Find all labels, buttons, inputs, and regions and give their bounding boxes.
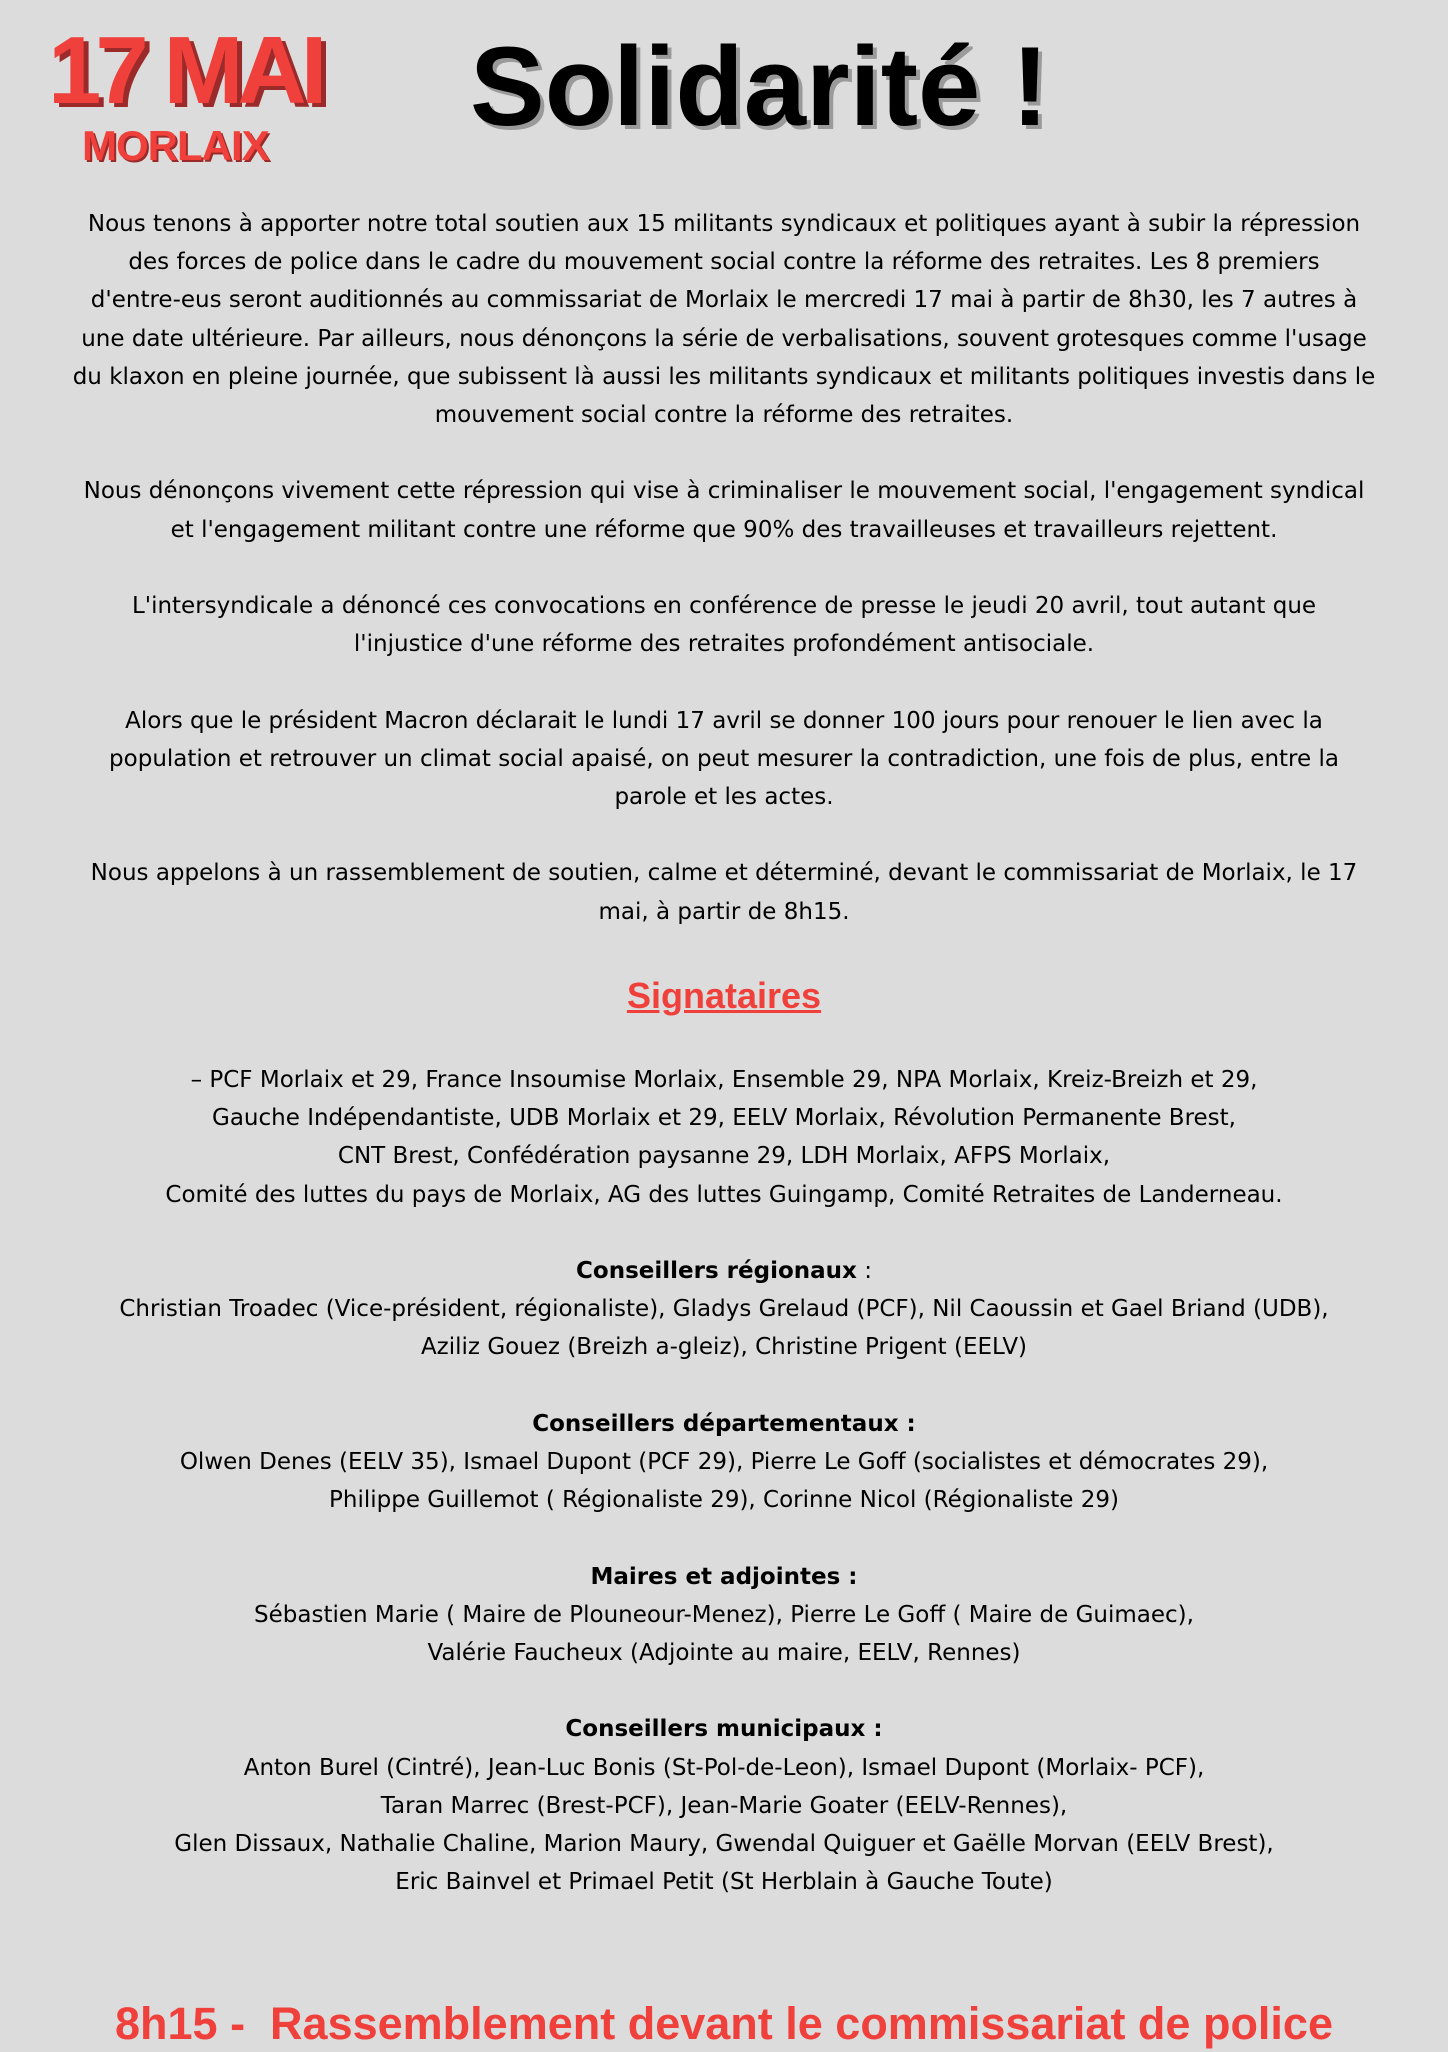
group-heading: Maires et adjointes : bbox=[590, 1563, 858, 1590]
group-mayors bbox=[34, 1558, 1414, 1673]
group-heading: Conseillers départementaux : bbox=[532, 1410, 916, 1437]
group-names: Sébastien Marie ( Maire de Plouneour-Menez), Pierre Le Goff ( Maire de Guimaec), Valérie Faucheux (Adjointe au maire, EELV, Rennes) bbox=[254, 1601, 1194, 1666]
paragraph-call-to-gather: Nous appelons à un rassemblement de soutien, calme et déterminé, devant le commissariat de Morlaix, le 17 mai, à partir de 8h15. bbox=[90, 860, 1358, 925]
group-names: Christian Troadec (Vice-président, régionaliste), Gladys Grelaud (PCF), Nil Caoussin et Gael Briand (UDB), Aziliz Gouez (Breizh a-gleiz), Christine Prigent (EELV) bbox=[119, 1296, 1329, 1361]
paragraph-repression: Nous tenons à apporter notre total soutien aux 15 militants syndicaux et politiques ayant à subir la répression des forces de police dans le cadre du mouvement social contre la réforme des retraites. Les 8 premiers d'entre-eus seront auditionnés au commissariat de Morlaix le mercredi 17 mai à partir de 8h30, les 7 autres à une date ultérieure. Par ailleurs, nous dénonçons la série de verbalisations, souvent grotesques comme l'usage du klaxon en pleine journée, que subissent là aussi les militants syndicaux et militants politiques investis dans le mouvement social contre la réforme des retraites. bbox=[72, 211, 1376, 429]
group-heading: Conseillers régionaux bbox=[576, 1258, 857, 1284]
paragraph-macron: Alors que le président Macron déclarait le lundi 17 avril se donner 100 jours pour renouer le lien avec la population et retrouver un climat social apaisé, on peut mesurer la contradiction, une fois de plus, entre la parole et les actes. bbox=[109, 707, 1339, 810]
group-heading: Conseillers municipaux : bbox=[565, 1716, 883, 1743]
paragraph-denunciation: Nous dénonçons vivement cette répression qui vise à criminaliser le mouvement social, l'engagement syndical et l'engagement militant contre une réforme que 90% des travailleuses et travailleurs rejettent. bbox=[83, 478, 1365, 543]
signatories-title: Signataires bbox=[626, 975, 822, 1016]
group-regional-councillors bbox=[34, 1252, 1414, 1367]
group-departmental-councillors bbox=[34, 1405, 1414, 1520]
statement-body bbox=[34, 205, 1414, 969]
date-heading: 17 MAI bbox=[48, 17, 322, 124]
paragraph-intersyndicale: L'intersyndicale a dénoncé ces convocations en conférence de presse le jeudi 20 avril, tout autant que l'injustice d'une réforme des retraites profondément antisociale. bbox=[131, 593, 1317, 658]
footer-banner: 8h15 - Rassemblement devant le commissariat de police bbox=[115, 1998, 1333, 2049]
group-heading-suffix: : bbox=[856, 1258, 872, 1284]
group-names: Anton Burel (Cintré), Jean-Luc Bonis (St-Pol-de-Leon), Ismael Dupont (Morlaix- PCF), Taran Marrec (Brest-PCF), Jean-Marie Goater (EELV-Rennes), Glen Dissaux, Nathalie Chaline, Marion Maury, Gwendal Quiguer et Gaëlle Morvan (EELV Brest), Eric Bainvel et Primael Petit (St Herblain à Gauche Toute) bbox=[174, 1754, 1274, 1896]
city-heading: MORLAIX bbox=[82, 122, 269, 169]
organizations-list: – PCF Morlaix et 29, France Insoumise Morlaix, Ensemble 29, NPA Morlaix, Kreiz-Breizh et 29, Gauche Indépendantiste, UDB Morlaix et 29, EELV Morlaix, Révolution Permanente Brest, CNT Brest, Confédération paysanne 29, LDH Morlaix, AFPS Morlaix, Comité des luttes du pays de Morlaix, AG des luttes Guingamp, Comité Retraites de Landerneau. bbox=[165, 1067, 1283, 1208]
group-municipal-councillors bbox=[34, 1710, 1414, 1901]
group-names: Olwen Denes (EELV 35), Ismael Dupont (PCF 29), Pierre Le Goff (socialistes et démocrates 29), Philippe Guillemot ( Régionaliste 29), Corinne Nicol (Régionaliste 29) bbox=[179, 1449, 1269, 1514]
page-title: Solidarité ! bbox=[470, 24, 1049, 149]
signatories-list bbox=[34, 1061, 1414, 1940]
